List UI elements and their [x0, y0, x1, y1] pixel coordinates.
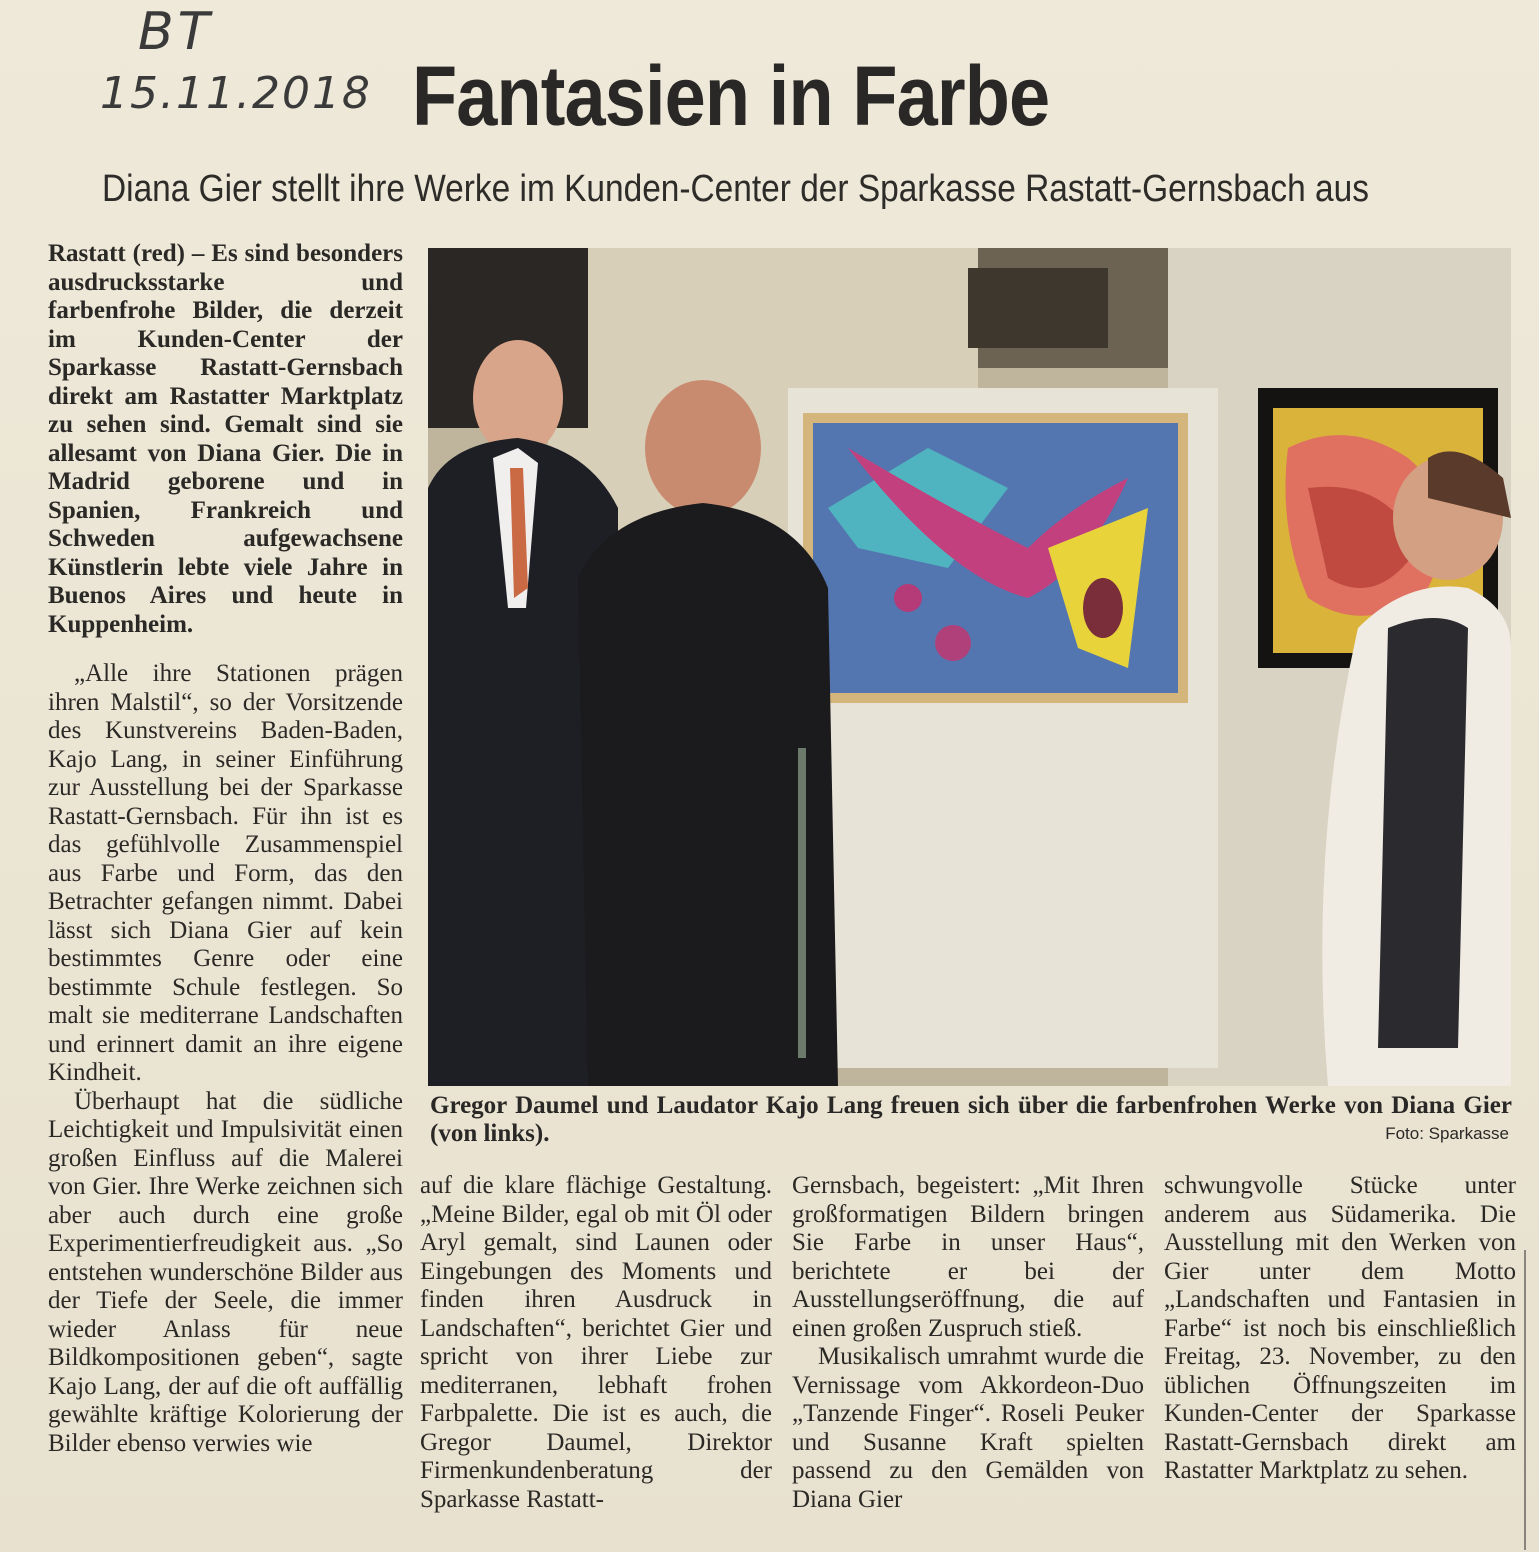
article-paragraph-3: auf die klare flächige Gestaltung. „Meine Bilder, egal ob mit Öl oder Aryl gemalt, sind Launen oder Eingebungen des Moments und finden ihren Ausdruck in Landschaften“, berichtet Gier und spricht von ihrer Liebe zur mediterranen, lebhaft frohen Farbpalette. Die ist es auch, die Gregor Daumel, Direktor Firmenkundenberatung der Sparkasse Rastatt- — [420, 1172, 772, 1513]
article-paragraph-2: Überhaupt hat die südliche Leichtigkeit und Impulsivität einen großen Einfluss auf die Malerei von Gier. Ihre Werke zeichnen sich aber auch durch eine große Experimentierfreudigkeit aus. „So entstehen wunderschöne Bilder aus der Tiefe der Seele, die immer wieder Anlass für neue Bildkompositionen geben“, sagte Kajo Lang, der auf die oft auffällig gewählte kräftige Kolorierung der Bilder ebenso verwies wie — [48, 1087, 403, 1457]
article-column-4 — [1164, 1172, 1516, 1486]
article-paragraph-6: schwungvolle Stücke unter anderem aus Südamerika. Die Ausstellung mit den Werken von Gier unter dem Motto „Landschaften und Fantasien in Farbe“ ist noch bis einschließlich Freitag, 23. November, zu den üblichen Öffnungszeiten im Kunden-Center der Sparkasse Rastatt-Gernsbach direkt am Rastatter Marktplatz zu sehen. — [1164, 1172, 1516, 1484]
article-lead: Rastatt (red) – Es sind besonders ausdrucksstarke und farbenfrohe Bilder, die derzeit im Kunden-Center der Sparkasse Rastatt-Gernsbach direkt am Rastatter Marktplatz zu sehen sind. Gemalt sind sie allesamt von Diana Gier. Die in Madrid geborene und in Spanien, Frankreich und Schweden aufgewachsene Künstlerin lebte viele Jahre in Buenos Aires und heute in Kuppenheim. — [48, 240, 403, 638]
article-paragraph-4: Gernsbach, begeistert: „Mit Ihren großformatigen Bildern bringen Sie Farbe in unser Haus“, berichtete er bei der Ausstellungseröffnung, die auf einen großen Zuspruch stieß. — [792, 1172, 1144, 1342]
subheadline: Diana Gier stellt ihre Werke im Kunden-Center der Sparkasse Rastatt-Gernsbach aus — [102, 168, 1369, 210]
handwritten-paper-name: BT — [138, 2, 214, 62]
photo-caption: Gregor Daumel und Laudator Kajo Lang freuen sich über die farbenfrohen Werke von Diana Gier (von links). — [430, 1092, 1512, 1147]
article-column-1 — [48, 660, 403, 1458]
article-column-3 — [792, 1172, 1144, 1514]
article-column-2 — [420, 1172, 772, 1514]
handwritten-date: 15.11.2018 — [100, 68, 372, 119]
adjacent-article-edge — [1524, 1250, 1539, 1550]
article-lead-column — [48, 240, 403, 639]
article-paragraph-5: Musikalisch umrahmt wurde die Vernissage vom Akkordeon-Duo „Tanzende Finger“. Roseli Peuker und Susanne Kraft spielten passend zu den Gemälden von Diana Gier — [792, 1343, 1144, 1513]
photo-exhibition-scene — [428, 248, 1511, 1086]
photo-credit: Foto: Sparkasse — [1385, 1124, 1509, 1143]
headline: Fantasien in Farbe — [412, 49, 1050, 143]
article-paragraph-1: „Alle ihre Stationen prägen ihren Malstil“, so der Vorsitzende des Kunstvereins Baden-Baden, Kajo Lang, in seiner Einführung zur Ausstellung bei der Sparkasse Rastatt-Gernsbach. Für ihn ist es das gefühlvolle Zusammenspiel aus Farbe und Form, das den Betrachter gefangen nimmt. Dabei lässt sich Diana Gier auf kein bestimmtes Genre oder eine bestimmte Schule festlegen. So malt sie mediterrane Landschaften und erinnert damit an ihre eigene Kindheit. — [48, 660, 403, 1086]
article-photo — [428, 248, 1511, 1086]
